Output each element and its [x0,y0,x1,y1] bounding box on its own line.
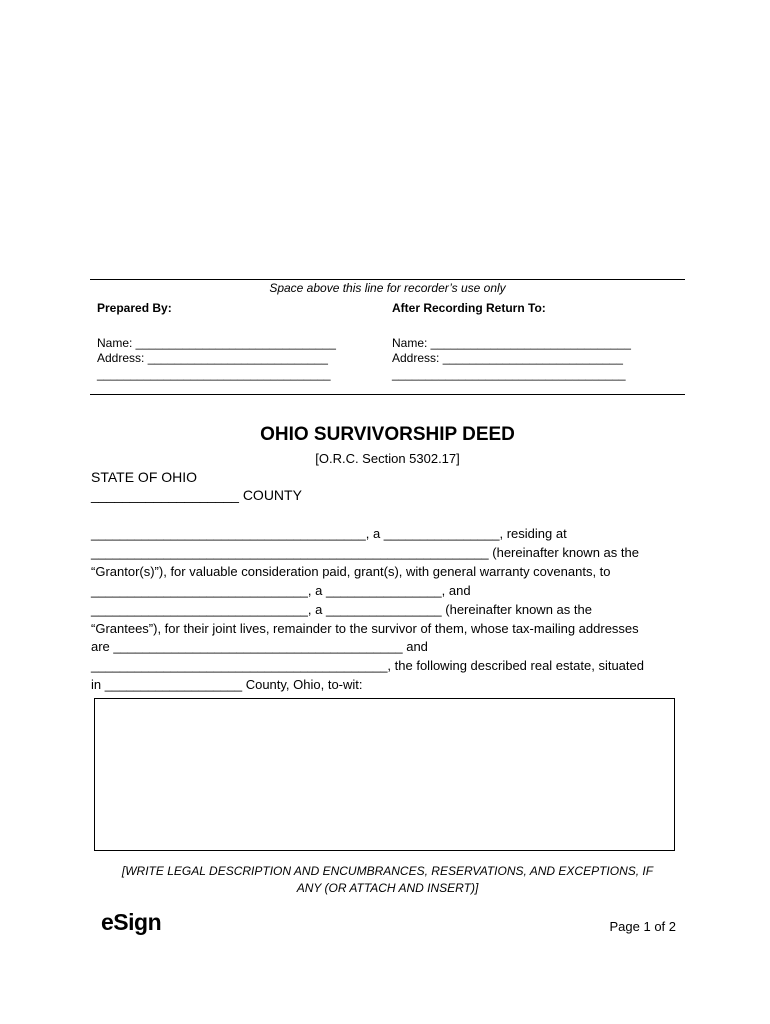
state-line: STATE OF OHIO [91,469,198,485]
body-line-1: ______________________________________, a ________________, residing at [91,526,567,541]
return-to-heading: After Recording Return To: [392,301,546,315]
body-line-5: ______________________________, a ________________ (hereinafter known as the [91,602,592,617]
return-to-address-line-2: ___________________________________ [392,367,626,381]
body-line-4: ______________________________, a ________________, and [91,583,471,598]
legal-note-line-1: [WRITE LEGAL DESCRIPTION AND ENCUMBRANCES, RESERVATIONS, AND EXCEPTIONS, IF [121,864,654,878]
body-line-6: “Grantees”), for their joint lives, remainder to the survivor of them, whose tax-mailing addresses [91,621,639,636]
recorder-divider-bottom [90,394,685,395]
deed-subtitle: [O.R.C. Section 5302.17] [315,451,460,466]
prepared-by-heading: Prepared By: [97,301,172,315]
recorder-note: Space above this line for recorder’s use only [269,281,506,295]
body-line-7: are ________________________________________ and [91,639,428,654]
legal-description-note [90,863,685,897]
page-number: Page 1 of 2 [609,919,676,934]
body-line-8: _________________________________________, the following described real estate, situated [91,658,644,673]
prepared-by-address-line-2: ___________________________________ [97,367,331,381]
deed-title: OHIO SURVIVORSHIP DEED [260,424,515,445]
county-line: ___________________ COUNTY [91,487,302,503]
return-to-address-line: Address: ___________________________ [392,351,623,365]
body-line-9: in ___________________ County, Ohio, to-wit: [91,677,363,692]
body-line-2: _______________________________________________________ (hereinafter known as the [91,545,639,560]
recorder-divider-top [90,279,685,280]
prepared-by-name-line: Name: ______________________________ [97,336,336,350]
body-line-3: “Grantor(s)”), for valuable consideration paid, grant(s), with general warranty covenants, to [91,564,611,579]
esign-logo: eSign [101,909,162,935]
legal-description-box[interactable] [94,698,675,851]
prepared-by-address-line: Address: ___________________________ [97,351,328,365]
legal-note-line-2: ANY (OR ATTACH AND INSERT)] [296,881,479,895]
return-to-name-line: Name: ______________________________ [392,336,631,350]
